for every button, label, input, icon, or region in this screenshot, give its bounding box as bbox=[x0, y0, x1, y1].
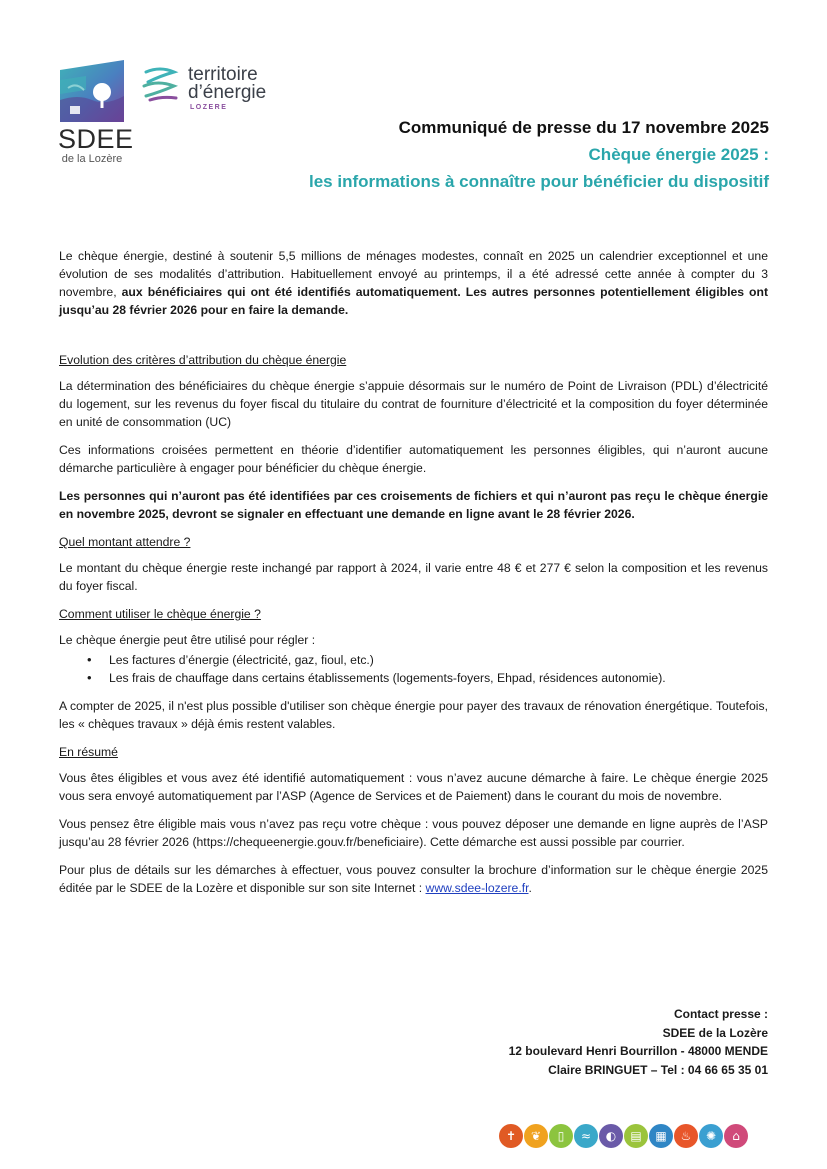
leaf-icon: ❦ bbox=[524, 1124, 548, 1148]
list-item: • Les factures d’énergie (électricité, gaz, fioul, etc.) bbox=[109, 651, 768, 669]
usage-paragraph-2: A compter de 2025, il n'est plus possible d'utiliser son chèque énergie pour payer des travaux de rénovation énergétique. Toutefois, les « chèques travaux » déjà émis restent valables. bbox=[59, 699, 768, 731]
summary-paragraph-2: Vous pensez être éligible mais vous n’avez pas reçu votre chèque : vous pouvez déposer une demande en ligne auprès de l’ASP jusqu’au 28 février 2026 (https://chequeenergie.gouv.fr/beneficiaire). Cette démarche est aussi possible par courrier. bbox=[59, 817, 768, 849]
phone-icon: ▯ bbox=[549, 1124, 573, 1148]
territoire-label: territoire bbox=[188, 64, 258, 85]
contact-title: Contact presse : bbox=[673, 1007, 768, 1021]
summary-paragraph-3 bbox=[59, 861, 768, 897]
sdee-logo bbox=[58, 60, 134, 168]
intro-bold-text: aux bénéficiaires qui ont été identifiés automatiquement. Les autres personnes potentiellement éligibles ont jusqu’au 28 février 2026 pour en faire la demande. bbox=[59, 285, 769, 317]
usage-list bbox=[59, 651, 768, 687]
lozere-label: LOZERE bbox=[190, 104, 228, 111]
network-icon: ◐ bbox=[599, 1124, 623, 1148]
criteria-paragraph-2: Ces informations croisées permettent en théorie d’identifier automatiquement les personnes éligibles, qui n’auront aucune démarche particulière à engager pour bénéficier du chèque énergie. bbox=[59, 443, 768, 475]
intro-paragraph bbox=[59, 247, 768, 319]
sdee-emblem bbox=[58, 60, 126, 126]
sdee-name: SDEE bbox=[58, 124, 134, 154]
contact-organization: SDEE de la Lozère bbox=[662, 1025, 768, 1040]
summary-text-end: . bbox=[528, 881, 532, 895]
meter-icon: ▤ bbox=[624, 1124, 648, 1148]
footer-icon-row bbox=[499, 1124, 748, 1152]
sdee-website-link[interactable]: www.sdee-lozere.fr bbox=[425, 881, 529, 895]
usage-intro: Le chèque énergie peut être utilisé pour régler : bbox=[59, 633, 316, 647]
section-heading-usage: Comment utiliser le chèque énergie ? bbox=[59, 607, 261, 621]
house-icon: ⌂ bbox=[724, 1124, 748, 1148]
streetlight-icon: ✝ bbox=[499, 1124, 523, 1148]
press-release-date: Communiqué de presse du 17 novembre 2025 bbox=[398, 118, 769, 137]
section-heading-summary: En résumé bbox=[59, 745, 118, 759]
page-title: Chèque énergie 2025 : bbox=[588, 145, 769, 164]
contact-person: Claire BRINGUET – Tel : 04 66 65 35 01 bbox=[548, 1062, 768, 1077]
sdee-subtitle: de la Lozère bbox=[61, 153, 123, 165]
criteria-bold-text: Les personnes qui n’auront pas été identifiées par ces croisements de fichiers et qui n’auront pas reçu le chèque énergie en novembre 2025, devront se signaler en effectuant une demande en ligne avant le 28 février 2026. bbox=[59, 489, 768, 521]
amount-paragraph: Le montant du chèque énergie reste inchangé par rapport à 2024, il varie entre 48 € et 277 € selon la composition et les revenus du foyer fiscal. bbox=[59, 561, 768, 593]
summary-text: Pour plus de détails sur les démarches à effectuer, vous pouvez consulter la brochure d’information sur le chèque énergie 2025 éditée par le SDEE de la Lozère et disponible sur son site Internet : bbox=[59, 863, 768, 895]
water-icon: ≈ bbox=[574, 1124, 598, 1148]
press-contact bbox=[509, 1005, 768, 1079]
summary-paragraph-1: Vous êtes éligibles et vous avez été identifié automatiquement : vous n’avez aucune démarche à faire. Le chèque énergie 2025 vous sera envoyé automatiquement par l’ASP (Agence de Services et de Paiement) dans le courant du mois de novembre. bbox=[59, 771, 768, 803]
energie-label: d’énergie bbox=[188, 82, 267, 103]
list-item: • Les frais de chauffage dans certains établissements (logements-foyers, Ehpad, résidences autonomie). bbox=[109, 669, 768, 687]
section-heading-amount: Quel montant attendre ? bbox=[59, 535, 191, 549]
criteria-paragraph-1: La détermination des bénéficiaires du chèque énergie s’appuie désormais sur le numéro de Point de Livraison (PDL) d’électricité du logement, sur les revenus du foyer fiscal du titulaire du contrat de fourniture d’électricité et la composition du foyer déterminée en unité de consommation (UC) bbox=[59, 379, 768, 429]
territoire-energie-logo bbox=[140, 62, 290, 114]
intro-text: Le chèque énergie, destiné à soutenir 5,5 millions de ménages modestes, connaît en 2025 un calendrier exceptionnel et une évolution de ses modalités d’attribution. Habituellement envoyé au printemps, il a été adressé cette année à compter du 3 novembre, bbox=[59, 249, 768, 299]
page-subtitle: les informations à connaître pour bénéficier du dispositif bbox=[308, 172, 769, 191]
criteria-paragraph-3 bbox=[59, 487, 768, 523]
section-heading-criteria: Evolution des critères d’attribution du chèque énergie bbox=[59, 353, 347, 367]
territoire-energie-swirl-icon bbox=[140, 64, 182, 108]
flame-icon: ♨ bbox=[674, 1124, 698, 1148]
solar-panel-icon: ▦ bbox=[649, 1124, 673, 1148]
document-body bbox=[59, 247, 768, 907]
bulb-icon: ✺ bbox=[699, 1124, 723, 1148]
contact-address: 12 boulevard Henri Bourrillon - 48000 MENDE bbox=[508, 1044, 768, 1058]
